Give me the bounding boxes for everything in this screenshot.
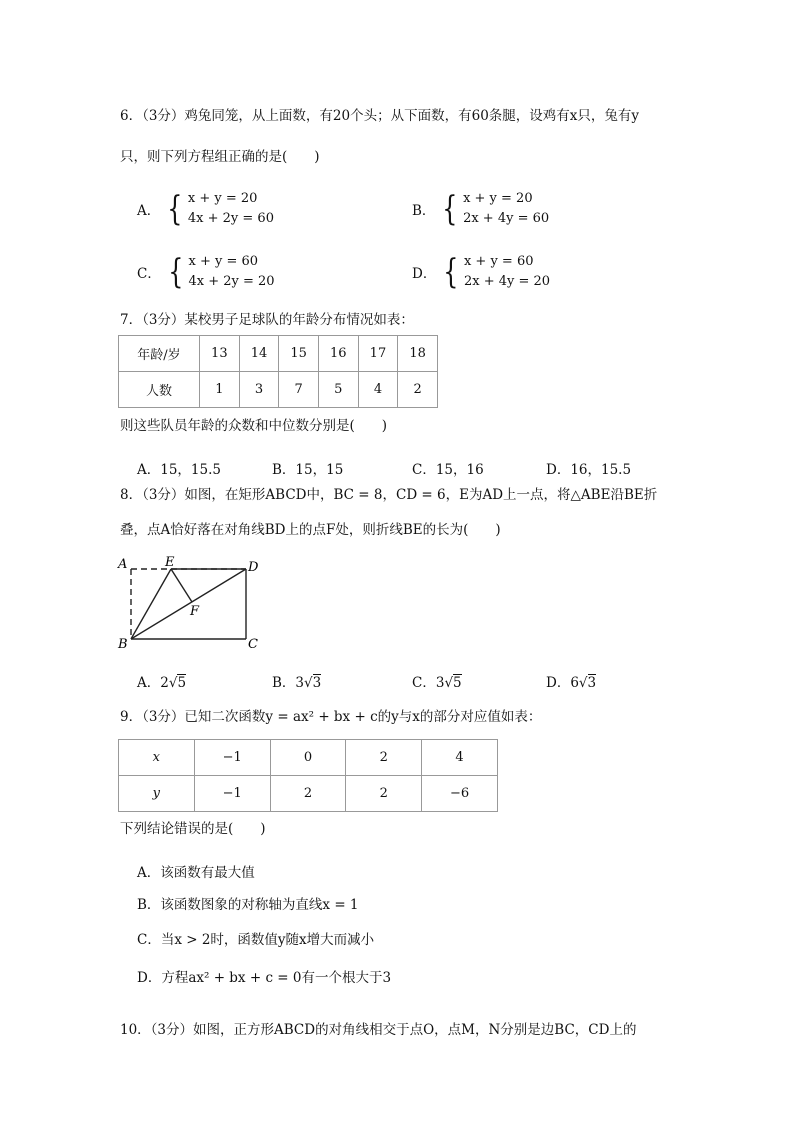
label-e: E <box>165 555 175 570</box>
table-cell: 4 <box>422 740 498 776</box>
q6-option-c-eq2: 4x + 2y = 20 <box>188 274 275 289</box>
q7-text-line1: 7．（3分）某校男子足球队的年龄分布情况如表： <box>120 312 414 328</box>
q7-option-d: D．16，15.5 <box>546 462 632 478</box>
table-cell: −6 <box>422 776 498 812</box>
q6-option-d-label: D． <box>412 266 437 282</box>
table-cell: −1 <box>194 740 270 776</box>
fold-line-be <box>131 569 171 639</box>
sqrt-icon: √ <box>444 675 454 691</box>
q10-text-line1: 10．（3分）如图，正方形ABCD的对角线相交于点O，点M，N分别是边BC，CD上的 <box>120 1022 637 1038</box>
table-cell: 7 <box>279 372 319 408</box>
q8-option-d-label: D． <box>546 675 571 691</box>
q9-option-b: B．该函数图象的对称轴为直线x = 1 <box>137 897 359 913</box>
brace-icon: { <box>168 252 184 292</box>
q7-option-c: C．15，16 <box>412 462 484 478</box>
segment-ef <box>171 569 192 602</box>
q9-option-d: D．方程ax² + bx + c = 0有一个根大于3 <box>137 970 392 986</box>
q6-option-b-eq2: 2x + 4y = 60 <box>463 211 550 226</box>
table-cell: 年龄/岁 <box>119 336 200 372</box>
brace-icon: { <box>443 252 459 292</box>
brace-icon: { <box>442 189 458 229</box>
q6-text-line1: 6．（3分）鸡兔同笼，从上面数，有20个头；从下面数，有60条腿，设鸡有x只，兔有y <box>120 108 640 124</box>
brace-icon: { <box>167 189 183 229</box>
table-cell: 5 <box>318 372 358 408</box>
q8-option-d <box>546 671 596 691</box>
table-cell: y <box>119 776 195 812</box>
sqrt-icon: √ <box>578 675 588 691</box>
q6-text-line2: 只，则下列方程组正确的是( ) <box>120 149 320 165</box>
q6-option-a-label: A． <box>137 203 161 219</box>
q6-option-d-eq1: x + y = 60 <box>463 254 534 269</box>
q8-option-a-coef: 2 <box>160 675 169 691</box>
q8-option-b-coef: 3 <box>295 675 305 691</box>
q8-option-a-rad: 5 <box>177 675 187 691</box>
q8-option-b-label: B． <box>272 675 296 691</box>
q8-option-c-rad: 5 <box>453 675 462 691</box>
table-row <box>119 336 438 372</box>
q6-option-b <box>412 189 549 229</box>
diagonal-bd <box>131 569 246 639</box>
q6-option-c <box>137 252 275 292</box>
table-cell: 4 <box>358 372 398 408</box>
table-cell: 16 <box>318 336 358 372</box>
label-b: B <box>118 637 128 652</box>
label-c: C <box>248 637 258 652</box>
table-cell: 1 <box>200 372 240 408</box>
table-cell: 2 <box>398 372 438 408</box>
q7-age-table <box>118 335 438 408</box>
table-cell: x <box>119 740 195 776</box>
q6-option-d-eq2: 2x + 4y = 20 <box>463 274 551 289</box>
table-row <box>119 776 498 812</box>
q8-rectangle-figure <box>116 555 266 655</box>
table-cell: 14 <box>239 336 279 372</box>
q8-option-b <box>272 671 321 691</box>
table-cell: 15 <box>279 336 319 372</box>
q8-option-b-rad: 3 <box>312 675 322 691</box>
q9-option-c: C．当x > 2时，函数值y随x增大而减小 <box>137 932 375 948</box>
q8-option-c-label: C． <box>412 675 436 691</box>
q7-text-line2: 则这些队员年龄的众数和中位数分别是( ) <box>120 418 388 434</box>
q6-option-a-eq1: x + y = 20 <box>187 191 258 206</box>
table-cell: 18 <box>398 336 438 372</box>
table-cell: 3 <box>239 372 279 408</box>
table-cell: 2 <box>270 776 346 812</box>
q6-option-a <box>137 189 274 229</box>
q9-text-line2: 下列结论错误的是( ) <box>120 821 266 837</box>
table-row <box>119 372 438 408</box>
q9-option-a: A．该函数有最大值 <box>137 865 255 881</box>
q8-option-a-label: A． <box>137 675 161 691</box>
table-cell: 13 <box>200 336 240 372</box>
q8-text-line1: 8．（3分）如图，在矩形ABCD中，BC = 8，CD = 6，E为AD上一点，将△ABE沿BE折 <box>120 487 658 503</box>
label-f: F <box>190 604 200 619</box>
label-d: D <box>248 560 259 575</box>
q7-option-b: B．15，15 <box>272 462 344 478</box>
table-cell: 17 <box>358 336 398 372</box>
sqrt-icon: √ <box>168 675 178 691</box>
table-cell: 0 <box>270 740 346 776</box>
q6-option-a-eq2: 4x + 2y = 60 <box>187 211 274 226</box>
q9-text-line1: 9．（3分）已知二次函数y = ax² + bx + c的y与x的部分对应值如表： <box>120 709 542 725</box>
sqrt-icon: √ <box>304 675 313 691</box>
q6-option-d <box>412 252 550 292</box>
label-a: A <box>118 557 128 572</box>
q6-option-c-label: C． <box>137 266 161 282</box>
table-cell: 2 <box>346 776 422 812</box>
q7-option-a: A．15，15.5 <box>137 462 221 478</box>
q8-option-d-coef: 6 <box>570 675 579 691</box>
table-row <box>119 740 498 776</box>
table-cell: 2 <box>346 740 422 776</box>
q8-option-d-rad: 3 <box>587 675 597 691</box>
q8-option-a <box>137 671 186 691</box>
q8-option-c <box>412 671 462 691</box>
q8-option-c-coef: 3 <box>435 675 445 691</box>
q6-option-c-eq1: x + y = 60 <box>188 254 259 269</box>
q9-value-table <box>118 739 498 812</box>
q8-text-line2: 叠，点A恰好落在对角线BD上的点F处，则折线BE的长为( ) <box>120 522 501 538</box>
table-cell: 人数 <box>119 372 200 408</box>
q6-option-b-eq1: x + y = 20 <box>463 191 533 206</box>
q6-option-b-label: B． <box>412 203 436 219</box>
table-cell: −1 <box>194 776 270 812</box>
